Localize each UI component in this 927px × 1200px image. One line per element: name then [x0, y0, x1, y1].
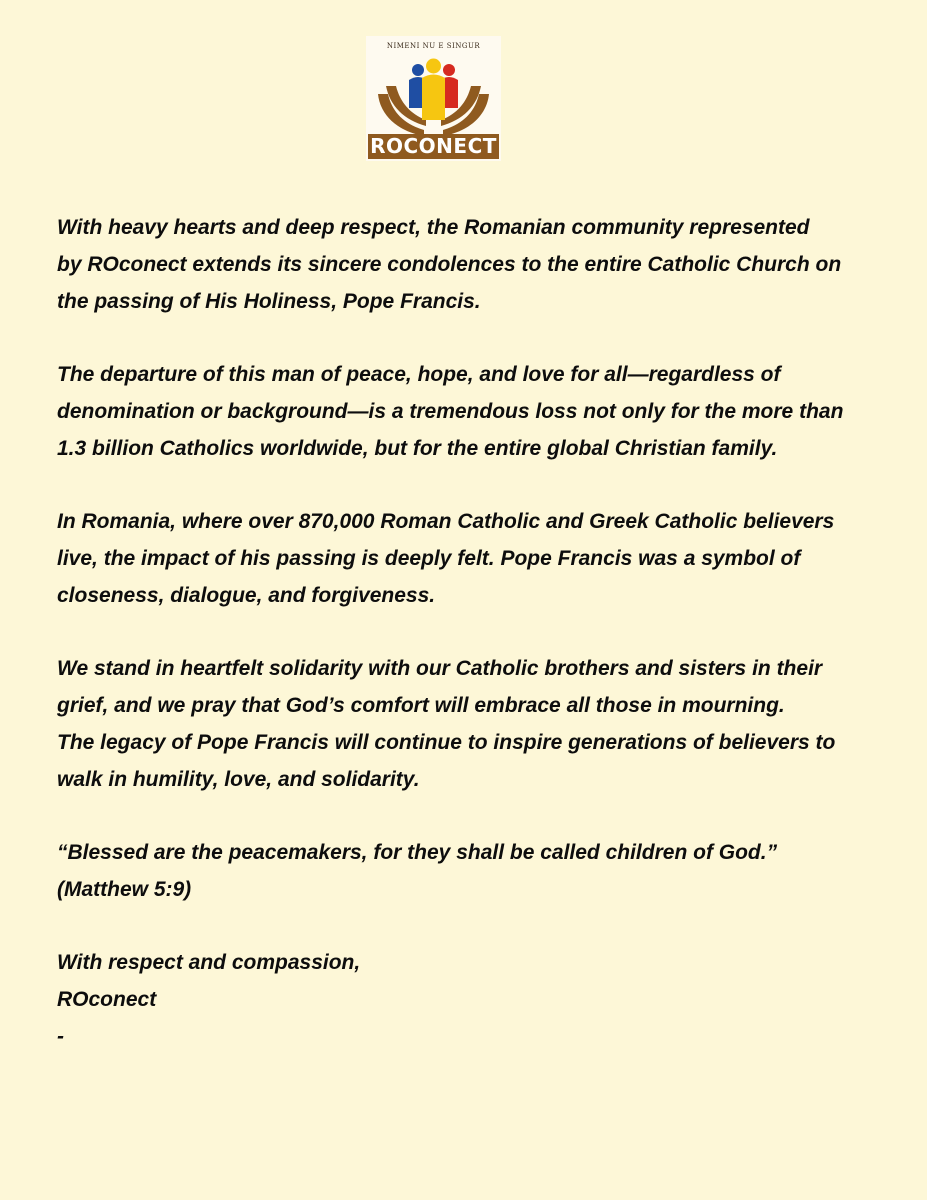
logo-name: ROCONECT: [368, 134, 499, 159]
closing-line: With respect and compassion,: [57, 951, 361, 974]
letter-body: [57, 209, 907, 1055]
paragraph-romania: In Romania, where over 870,000 Roman Catholic and Greek Catholic believers live, the impact of his passing is deeply felt. Pope Francis was a symbol of closeness, dialogue, and forgiveness.: [57, 510, 835, 607]
trailing-dash: -: [57, 1025, 64, 1048]
logo-motto: NIMENI NU E SINGUR: [386, 42, 481, 50]
paragraph-quote: “Blessed are the peacemakers, for they shall be called children of God.” (Matthew 5:9): [57, 841, 778, 901]
roconect-logo: [366, 36, 501, 161]
signature: ROconect: [57, 988, 157, 1011]
paragraph-loss: The departure of this man of peace, hope, and love for all—regardless of denomination or background—is a tremendous loss not only for the more than 1.3 billion Catholics worldwide, but for the entire global Christian family.: [57, 363, 844, 460]
paragraph-solidarity: We stand in heartfelt solidarity with our Catholic brothers and sisters in their grief, and we pray that God’s comfort will embrace all those in mourning. The legacy of Pope Francis will continue to inspire generations of believers to walk in humility, love, and solidarity.: [57, 657, 836, 791]
paragraph-condolences: With heavy hearts and deep respect, the Romanian community represented by ROconect extends its sincere condolences to the entire Catholic Church on the passing of His Holiness, Pope Francis.: [57, 216, 842, 313]
